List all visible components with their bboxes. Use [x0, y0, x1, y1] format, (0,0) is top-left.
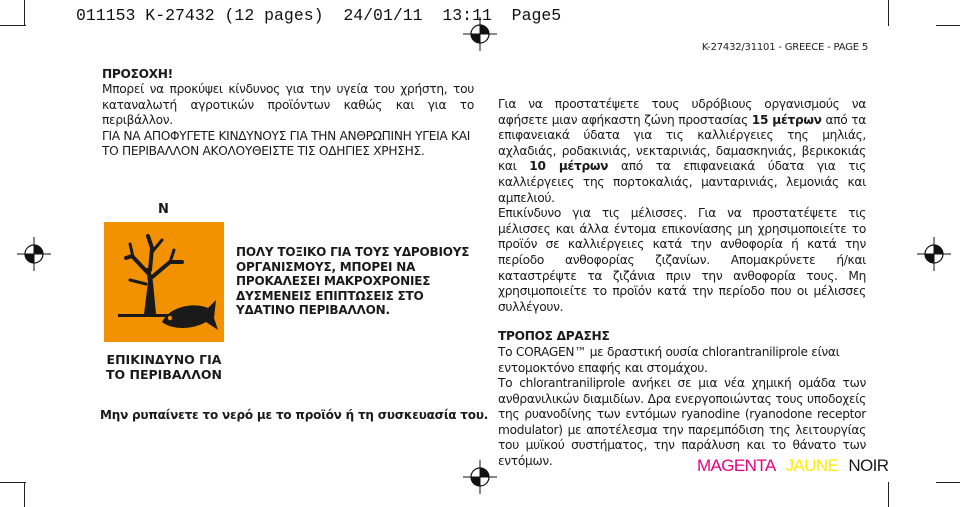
mode-of-action-p2: Το chlorantraniliprole ανήκει σε μια νέα χημική ομάδα των ανθρανιλικών διαμιδίων. Δρα ενεργοποιώντας τους υποδοχείς της ρυανοδίνης των εντόμων ryanodine (ryanodone receptor modulator) με αποτέλεσμα την παρεμπόδιση της λειτουργίας του μυϊκού συστήματος, την παράλυση και το θάνατο των εντόμων. [498, 376, 866, 469]
buffer-15m: 15 μέτρων [751, 112, 822, 127]
crop-mark [888, 0, 889, 26]
crop-mark [0, 25, 26, 26]
crop-mark [936, 25, 960, 26]
aquatic-text-1: Για να προστατέψετε τους υδρόβιους οργανισμούς να αφήσετε μιαν αφήκαστη ζώνη προστασίας [498, 97, 866, 127]
aquatic-text-2: από τα επιφανειακά ύδατα για τις καλλιέργειες της μηλιάς, αχλαδιάς, ροδακινιάς, νεκταρινιάς, δαμασκηνιάς, βερικοκιάς και [498, 112, 866, 174]
registration-mark-icon [463, 460, 497, 494]
mode-of-action-p1: Το CORAGEN™ με δραστική ουσία chlorantraniliprole είναι εντομοκτόνο επαφής και στομάχου. [498, 344, 840, 375]
process-color-magenta: MAGENTA [697, 456, 776, 475]
registration-mark-icon [917, 237, 951, 271]
hazard-symbol-caption: ΕΠΙΚΙΝΔΥΝΟ ΓΙΑ ΤΟ ΠΕΡΙΒΑΛΛΟΝ [106, 352, 222, 382]
caution-block [102, 82, 474, 160]
mode-of-action-heading: ΤΡΟΠΟΣ ΔΡΑΣΗΣ [498, 329, 610, 344]
page-reference: K-27432/31101 - GREECE - PAGE 5 [701, 42, 868, 53]
aquatic-text-3: από τα επιφανειακά ύδατα για τις καλλιέργειες της πορτοκαλιάς, μανταρινιάς, λεμονιάς και αμπελιού. [498, 159, 866, 205]
right-text-block [498, 97, 866, 470]
dead-tree-fish-hazard-icon [104, 222, 224, 342]
caution-body: Μπορεί να προκύψει κίνδυνος για την υγεία του χρήστη, του καταναλωτή αγροτικών προϊόντων καθώς και για το περιβάλλον. [102, 82, 474, 128]
crop-mark [24, 482, 25, 507]
no-pollution-statement: Μην ρυπαίνετε το νερό με το προϊόν ή τη συσκευασία του. [100, 408, 489, 422]
registration-mark-icon [17, 237, 51, 271]
crop-mark [24, 0, 25, 26]
crop-mark [936, 482, 960, 483]
buffer-10m: 10 μέτρων [529, 159, 609, 174]
caution-instructions: ΓΙΑ ΝΑ ΑΠΟΦΥΓΕΤΕ ΚΙΝΔΥΝΟΥΣ ΓΙΑ ΤΗΝ ΑΝΘΡΩΠΙΝΗ ΥΓΕΙΑ ΚΑΙ ΤΟ ΠΕΡΙΒΑΛΛΟΝ ΑΚΟΛΟΥΘΕΙΣΤΕ ΤΙΣ ΟΔΗΓΙΕΣ ΧΡΗΣΗΣ. [102, 128, 471, 159]
process-color-jaune: JAUNE [785, 456, 839, 475]
slug-line: 011153 K-27432 (12 pages) 24/01/11 13:11 Page5 [76, 6, 562, 25]
aquatic-protection-paragraph [498, 97, 866, 206]
hazard-symbol-letter: N [158, 202, 169, 217]
bee-protection-paragraph: Επικίνδυνο για τις μέλισσες. Για να προστατέψετε τις μέλισσες και άλλα έντομα επικονίασης μη χρησιμοποιείτε το προϊόν σε καλλιέργειες κατά την ανθοφορία ή κατά την περίοδο ανθοφορίας ζιζανίων. Απομακρύνετε ή/και καταστρέψτε τα ζιζάνια πριν την ανθοφορία τους. Μη χρησιμοποιείτε το προϊόν κατά την περίοδο που οι μέλισσες συλλέγουν. [498, 206, 866, 314]
crop-mark [0, 482, 26, 483]
caution-title: ΠΡΟΣΟΧΗ! [102, 67, 173, 81]
crop-mark [888, 482, 889, 507]
hazard-statement: ΠΟΛΥ ΤΟΞΙΚΟ ΓΙΑ ΤΟΥΣ ΥΔΡΟΒΙΟΥΣ ΟΡΓΑΝΙΣΜΟΥΣ, ΜΠΟΡΕΙ ΝΑ ΠΡΟΚΑΛΕΣΕΙ ΜΑΚΡΟΧΡΟΝΙΕΣ ΔΥΣΜΕΝΕΙΣ ΕΠΙΠΤΩΣΕΙΣ ΣΤΟ ΥΔΑΤΙΝΟ ΠΕΡΙΒΑΛΛΟΝ. [236, 245, 470, 318]
process-color-noir: NOIR [848, 456, 889, 475]
process-color-bar [697, 456, 898, 476]
